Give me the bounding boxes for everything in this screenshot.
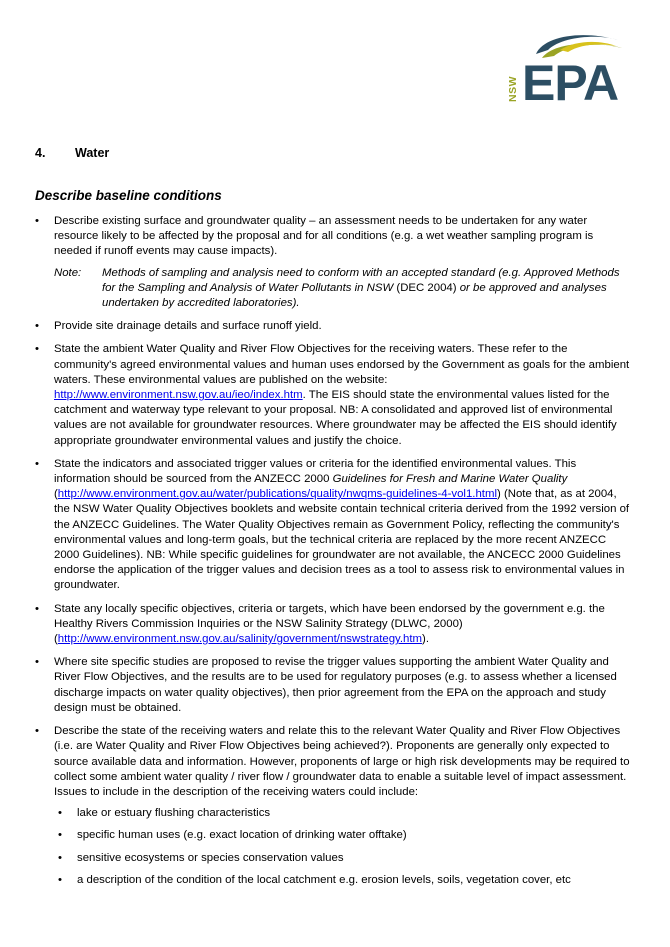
section-heading	[35, 146, 109, 161]
bullet: •	[58, 807, 62, 820]
section-number: 4.	[35, 146, 46, 160]
bullet: •	[35, 602, 39, 615]
note	[54, 266, 630, 312]
bullet: •	[35, 215, 39, 227]
document-body	[35, 214, 630, 896]
note-citation: (DEC 2004)	[393, 281, 460, 294]
bullet: •	[58, 873, 62, 886]
item-text: ) (Note that, as at 2004, the NSW Water Quality Objectives booklets and website contain technical criteria derived from the 1992 version of the ANZECC Guidelines. The Water Quality Objectives remain as Government Policy, reflecting the community's environmental values and long-term goals, but the technical criteria are replaced by the more recent ANZECC 2000 Guidelines). NB: While specific guidelines for groundwater are not available, the ANCECC 2000 Guidelines endorse the application of the trigger values and decision trees as a tool to assess risk to environmental values in groundwater.	[54, 488, 630, 592]
sub-item-text: a description of the condition of the local catchment e.g. erosion levels, soils, vegetation cover, etc	[77, 873, 571, 886]
section-title: Water	[75, 146, 110, 160]
item-text: . The EIS should state the environmental values listed for the catchment and waterway type relevant to your proposal. NB: A consolidated and approved list of environmental values are not available for groundwater resources. Where groundwater may be affected the EIS should identify appropriate groundwater environmental values and justify the choice.	[54, 389, 617, 447]
list-item	[35, 342, 630, 448]
list-item	[35, 602, 630, 648]
item-text: Describe existing surface and groundwater quality – an assessment needs to be undertaken for any water resource likely to be affected by the proposal and for all conditions (e.g. a wet weather sampling program is needed if runoff events may cause impacts).	[54, 215, 594, 258]
list-item	[35, 214, 630, 311]
note-text-end: or be approved and analyses undertaken by accredited laboratories).	[102, 281, 607, 310]
sub-item-text: sensitive ecosystems or species conservation values	[77, 851, 344, 864]
bullet: •	[35, 320, 39, 333]
item-text: State any locally specific objectives, criteria or targets, which have been endorsed by the government e.g. the Healthy Rivers Commission Inquiries or the NSW Salinity Strategy (DLWC, 2000) (	[54, 602, 605, 646]
list-item	[35, 724, 630, 888]
bullet: •	[35, 725, 39, 738]
item-text: Describe the state of the receiving waters and relate this to the relevant Water Quality and River Flow Objectives (i.e. are Water Quality and River Flow Objectives being achieved?). Proponents are generally only expected to source available data and information. However, proponents of large or high risk developments may be required to collect some ambient water quality / river flow / groundwater data to enable a suitable level of impact assessment. Issues to include in the description of the receiving waters could include:	[54, 725, 630, 798]
bullet: •	[35, 656, 39, 669]
sub-list-item	[54, 806, 630, 821]
bullet: •	[58, 851, 62, 864]
anzecc-link[interactable]: http://www.environment.gov.au/water/publications/quality/nwqms-guidelines-4-vol1.html	[57, 488, 497, 501]
bullet: •	[35, 343, 39, 356]
sub-item-text: specific human uses (e.g. exact location of drinking water offtake)	[77, 829, 407, 842]
sub-list-item	[54, 873, 630, 888]
sub-list-item	[54, 851, 630, 866]
logo-epa-text: EPA	[522, 55, 619, 111]
sub-item-text: lake or estuary flushing characteristics	[77, 807, 271, 820]
bullet: •	[58, 829, 62, 842]
salinity-strategy-link[interactable]: http://www.environment.nsw.gov.au/salinity/government/nswstrategy.htm	[57, 633, 423, 646]
list-item	[35, 655, 630, 716]
note-body	[102, 266, 630, 312]
note-text: Methods of sampling and analysis need to conform with an accepted standard (e.g. Approved Methods for the Sampling and Analysis of Water Pollutants in NSW	[102, 266, 620, 294]
item-text: State the ambient Water Quality and River Flow Objectives for the receiving waters. These refer to the community's agreed environmental values and human uses endorsed by the Government as goals for the ambient waters. These environmental values are published on the website:	[54, 343, 630, 386]
list-item	[35, 457, 630, 594]
item-text: State the indicators and associated trigger values or criteria for the identified environmental values. This information should be sourced from the ANZECC 2000	[54, 457, 577, 486]
note-label: Note:	[54, 266, 82, 279]
item-text: ).	[422, 633, 430, 646]
sub-list-item	[54, 828, 630, 843]
guidelines-title: Guidelines for Fresh and Marine Water Quality	[332, 473, 568, 486]
list-item	[35, 319, 630, 334]
subheading: Describe baseline conditions	[35, 188, 222, 203]
item-text: Provide site drainage details and surface runoff yield.	[54, 320, 322, 333]
bullet: •	[35, 457, 39, 470]
logo-nsw-text: NSW	[507, 76, 519, 102]
nsw-epa-logo	[500, 30, 630, 112]
item-text: Where site specific studies are proposed to revise the trigger values supporting the ambient Water Quality and River Flow Objectives, and the results are to be used for regulatory purposes (e.g. to assess whether a licensed discharge impacts on water quality objectives), then prior agreement from the EPA on the approach and study design must be obtained.	[54, 656, 617, 714]
item-text: (	[54, 488, 58, 501]
ieo-link[interactable]: http://www.environment.nsw.gov.au/ieo/index.htm	[54, 389, 303, 402]
